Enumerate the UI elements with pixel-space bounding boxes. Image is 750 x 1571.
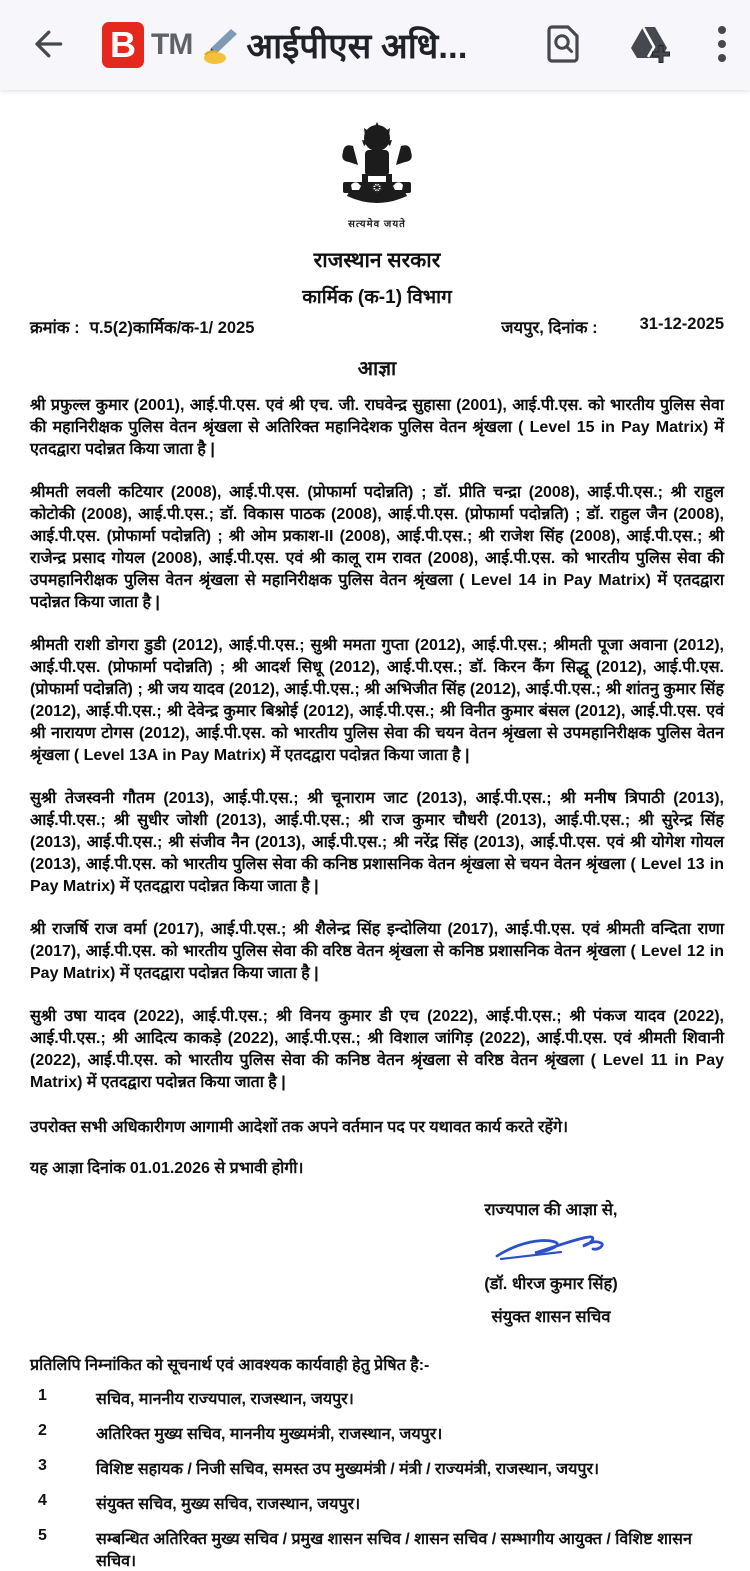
tm-label: TM: [151, 28, 193, 61]
copy-distribution-list: [30, 1387, 724, 1571]
signatory-name: (डॉ. धीरज कुमार सिंह): [484, 1275, 618, 1293]
back-button[interactable]: [26, 24, 68, 66]
app-toolbar: [0, 0, 750, 90]
promotion-paragraph-2012: श्रीमती राशी डोगरा डुडी (2012), आई.पी.एस.; सुश्री ममता गुप्ता (2012), आई.पी.एस.; श्रीमती पूजा अवाना (2012), आई.पी.एस. (प्रोफार्मा पदोन्नति) ; श्री आदर्श सिधू (2012), आई.पी.एस.; डॉ. किरन कैंग सिद्धू (2012), आई.पी.एस. (प्रोफार्मा पदोन्नति) ; श्री जय यादव (2012), आई.पी.एस.; श्री अभिजीत सिंह (2012), आई.पी.एस.; श्री शांतनु कुमार सिंह (2012), आई.पी.एस.; श्री देवेन्द्र कुमार बिश्नोई (2012), आई.पी.एस.; श्री विनीत कुमार बंसल (2012), आई.पी.एस. एवं श्री नारायण टोगस (2012), आई.पी.एस. को भारतीय पुलिस सेवा की चयन वेतन श्रृंखला से उपमहानिरीक्षक पुलिस वेतन श्रृंखला ( Level 13A in Pay Matrix) में एतदद्वारा पदोन्नत किया जाता है |: [30, 637, 724, 764]
emblem-motto: सत्यमेव जयते: [348, 219, 406, 230]
department-title: कार्मिक (क-1) विभाग: [302, 287, 452, 308]
reference-row: [30, 315, 724, 338]
by-order-line: राज्यपाल की आज्ञा से,: [484, 1201, 618, 1219]
place-date-label: जयपुर, दिनांक :: [501, 319, 598, 337]
signature-block: [426, 1197, 676, 1327]
add-to-drive-button[interactable]: [628, 23, 672, 68]
reference-number: [30, 315, 254, 338]
writing-hand-icon: [199, 25, 239, 65]
government-title: राजस्थान सरकार: [313, 249, 441, 272]
promotion-paragraph-2022: सुश्री उषा यादव (2022), आई.पी.एस.; श्री विनय कुमार डी एच (2022), आई.पी.एस.; श्री पंकज यादव (2022), आई.पी.एस.; श्री आदित्य काकड़े (2022), आई.पी.एस.; श्री विशाल जांगिड़ (2022), आई.पी.एस. एवं श्रीमती शिवानी (2022), आई.पी.एस. को भारतीय पुलिस सेवा की कनिष्ठ वेतन श्रृंखला से वरिष्ठ वेतन श्रृंखला ( Level 11 in Pay Matrix) में एतदद्वारा पदोन्नत किया जाता है |: [30, 1008, 724, 1091]
list-item-number: 3: [38, 1457, 47, 1474]
document-search-icon: [544, 22, 584, 69]
list-item-number: 2: [38, 1422, 47, 1439]
list-item: [30, 1387, 724, 1409]
overflow-menu-icon: [716, 24, 728, 67]
ashoka-emblem-graphic: [331, 116, 423, 220]
list-item-number: 4: [38, 1492, 47, 1509]
order-heading: आज्ञा: [357, 358, 397, 380]
list-item: [30, 1457, 724, 1479]
list-item-text: विशिष्ट सहायक / निजी सचिव, समस्त उप मुख्यमंत्री / मंत्री / राज्यमंत्री, राजस्थान, जयपुर।: [96, 1461, 600, 1478]
list-item: [30, 1527, 724, 1571]
status-line: उपरोक्त सभी अधिकारीगण आगामी आदेशों तक अपने वर्तमान पद पर यथावत कार्य करते रहेंगे।: [30, 1119, 569, 1136]
national-emblem: [30, 116, 724, 230]
overflow-menu-button[interactable]: [716, 24, 728, 67]
place-and-date: [501, 315, 724, 338]
effective-date-line: यह आज्ञा दिनांक 01.01.2026 से प्रभावी होगी।: [30, 1160, 304, 1177]
document-title-area: [102, 22, 526, 69]
signature-image: [426, 1230, 676, 1269]
list-item-text: सचिव, माननीय राज्यपाल, राजस्थान, जयपुर।: [96, 1391, 354, 1408]
reference-label: क्रमांक :: [30, 319, 80, 337]
list-item-number: 5: [38, 1527, 47, 1544]
back-arrow-icon: [27, 24, 67, 67]
list-item: [30, 1422, 724, 1444]
list-item: [30, 1492, 724, 1514]
list-item-text: अतिरिक्त मुख्य सचिव, माननीय मुख्यमंत्री, राजस्थान, जयपुर।: [96, 1426, 443, 1443]
promotion-paragraph-2008: श्रीमती लवली कटियार (2008), आई.पी.एस. (प्रोफार्मा पदोन्नति) ; डॉ. प्रीति चन्द्रा (2008), आई.पी.एस.; श्री राहुल कोटोकी (2008), आई.पी.एस.; डॉ. विकास पाठक (2008), आई.पी.एस. (प्रोफार्मा पदोन्नति) ; डॉ. राहुल जैन (2008), आई.पी.एस. (प्रोफार्मा पदोन्नति) ; श्री ओम प्रकाश-II (2008), आई.पी.एस.; श्री राजेश सिंह (2008), आई.पी.एस.; श्री राजेन्द्र प्रसाद गोयल (2008), आई.पी.एस. एवं श्री कालू राम रावत (2008), आई.पी.एस. को भारतीय पुलिस सेवा की उपमहानिरीक्षक पुलिस वेतन श्रृंखला से महानिरीक्षक पुलिस वेतन श्रृंखला ( Level 14 in Pay Matrix) में एतदद्वारा पदोन्नत किया जाता है |: [30, 484, 724, 611]
promotion-paragraph-2001: श्री प्रफुल्ल कुमार (2001), आई.पी.एस. एवं श्री एच. जी. राघवेन्द्र सुहासा (2001), आई.पी.एस. को भारतीय पुलिस सेवा की महानिरीक्षक पुलिस वेतन श्रृंखला से अतिरिक्त महानिदेशक पुलिस वेतन श्रृंखला ( Level 15 in Pay Matrix) में एतदद्वारा पदोन्नत किया जाता है |: [30, 397, 724, 458]
b-emoji-badge: B: [102, 22, 144, 68]
order-date: 31-12-2025: [639, 315, 724, 333]
document-page[interactable]: [0, 90, 750, 1571]
drive-add-icon: [628, 23, 672, 68]
signatory-designation: संयुक्त शासन सचिव: [491, 1308, 611, 1326]
find-in-document-button[interactable]: [544, 22, 584, 69]
list-item-text: सम्बन्धित अतिरिक्त मुख्य सचिव / प्रमुख शासन सचिव / शासन सचिव / सम्भागीय आयुक्त / विशिष्ट शासन सचिव।: [96, 1531, 692, 1570]
promotion-paragraph-2017: श्री राजर्षि राज वर्मा (2017), आई.पी.एस.; श्री शैलेन्द्र सिंह इन्दोलिया (2017), आई.पी.एस. एवं श्रीमती वन्दिता राणा (2017), आई.पी.एस. को भारतीय पुलिस सेवा की वरिष्ठ वेतन श्रृंखला से कनिष्ठ प्रशासनिक वेतन श्रृंखला ( Level 12 in Pay Matrix) में एतदद्वारा पदोन्नत किया जाता है |: [30, 921, 724, 982]
toolbar-actions: [544, 22, 728, 69]
list-item-number: 1: [38, 1387, 47, 1404]
list-item-text: संयुक्त सचिव, मुख्य सचिव, राजस्थान, जयपुर।: [96, 1496, 361, 1513]
reference-value: प.5(2)कार्मिक/क-1/ 2025: [89, 319, 255, 337]
page-title: आईपीएस अधि...: [246, 26, 468, 66]
promotion-paragraph-2013: सुश्री तेजस्वनी गौतम (2013), आई.पी.एस.; श्री चूनाराम जाट (2013), आई.पी.एस.; श्री मनीष त्रिपाठी (2013), आई.पी.एस.; श्री सुधीर जोशी (2013), आई.पी.एस.; श्री राज कुमार चौधरी (2013), आई.पी.एस.; श्री सुरेन्द्र सिंह (2013), आई.पी.एस.; श्री संजीव नैन (2013), आई.पी.एस.; श्री नरेंद्र सिंह (2013), आई.पी.एस. एवं श्री योगेश गोयल (2013), आई.पी.एस. को भारतीय पुलिस सेवा की कनिष्ठ प्रशासनिक वेतन श्रृंखला से चयन वेतन श्रृंखला ( Level 13 in Pay Matrix) में एतदद्वारा पदोन्नत किया जाता है |: [30, 790, 724, 895]
copy-list-heading: प्रतिलिपि निम्नांकित को सूचनार्थ एवं आवश्यक कार्यवाही हेतु प्रेषित है:-: [30, 1357, 430, 1374]
